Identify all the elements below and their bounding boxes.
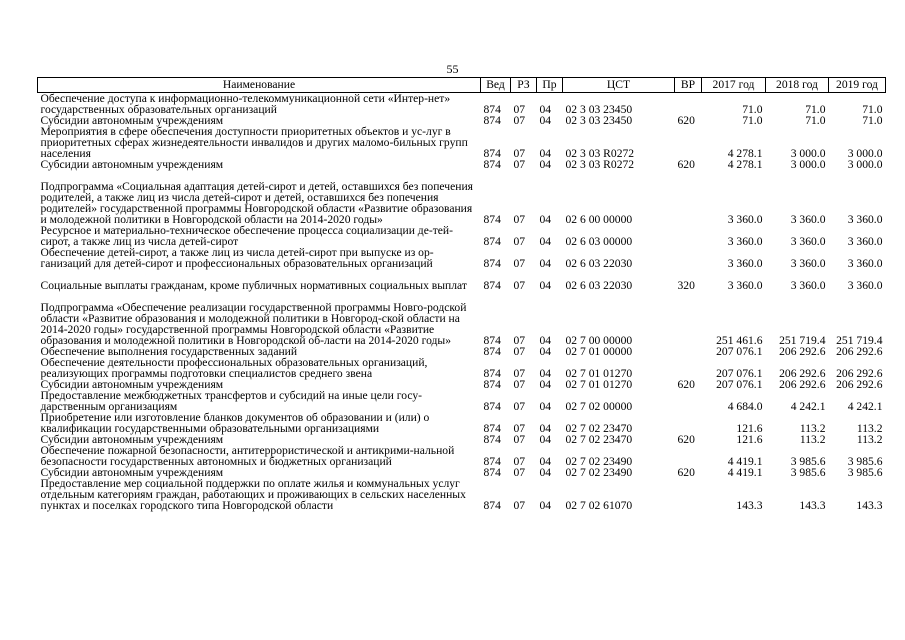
row-pr: 04 xyxy=(539,334,552,347)
row-cst: 02 7 02 00000 xyxy=(565,400,633,413)
row-2018: 3 000.0 xyxy=(790,158,826,171)
row-pr: 04 xyxy=(539,433,552,446)
row-2018: 143.3 xyxy=(799,499,826,512)
table-header-row xyxy=(38,78,886,93)
row-pr: 04 xyxy=(539,103,552,116)
row-name: Субсидии автономным учреждениям xyxy=(40,466,224,479)
row-name: Социальные выплаты гражданам, кроме публичных нормативных социальных выплат xyxy=(40,279,467,292)
row-2018: 251 719.4 xyxy=(779,334,826,347)
row-2018: 3 360.0 xyxy=(790,279,826,292)
budget-table xyxy=(37,77,886,511)
row-2017: 3 360.0 xyxy=(727,235,763,248)
row-2017: 4 278.1 xyxy=(727,147,763,160)
row-cst: 02 3 03 23450 xyxy=(565,114,633,127)
row-cst: 02 7 00 00000 xyxy=(565,334,633,347)
row-ved: 874 xyxy=(483,433,501,446)
row-name: Обеспечение доступа к информационно-телекоммуникационной сети «Интер-нет» государственных образовательных организаций xyxy=(40,92,451,116)
row-pr: 04 xyxy=(539,400,552,413)
row-name: Обеспечение детей-сирот, а также лиц из числа детей-сирот при выпуске из ор-ганизаций для детей-сирот и профессиональных образовательных организаций xyxy=(40,246,434,270)
row-name: Обеспечение выполнения государственных заданий xyxy=(40,345,298,358)
row-ved: 874 xyxy=(483,466,501,479)
row-rz: 07 xyxy=(513,213,526,226)
row-rz: 07 xyxy=(513,367,526,380)
row-cst: 02 7 01 00000 xyxy=(565,345,633,358)
table-row xyxy=(38,93,886,116)
row-vr: 620 xyxy=(677,378,695,391)
row-rz: 07 xyxy=(513,114,526,127)
row-rz: 07 xyxy=(513,433,526,446)
row-name: Субсидии автономным учреждениям xyxy=(40,158,224,171)
row-cst: 02 7 02 23470 xyxy=(565,422,633,435)
row-2019: 3 985.6 xyxy=(847,466,883,479)
row-rz: 07 xyxy=(513,279,526,292)
row-vr: 620 xyxy=(677,114,695,127)
row-vr: 620 xyxy=(677,433,695,446)
row-rz: 07 xyxy=(513,378,526,391)
row-cst: 02 3 03 R0272 xyxy=(565,147,635,160)
row-vr: 620 xyxy=(677,466,695,479)
row-cst: 02 7 02 61070 xyxy=(565,499,633,512)
row-2017: 3 360.0 xyxy=(727,257,763,270)
row-pr: 04 xyxy=(539,466,552,479)
row-ved: 874 xyxy=(483,114,501,127)
row-cst: 02 7 01 01270 xyxy=(565,378,633,391)
row-pr: 04 xyxy=(539,367,552,380)
header-vr: ВР xyxy=(675,78,702,93)
row-2019: 71.0 xyxy=(862,114,883,127)
row-2019: 143.3 xyxy=(856,499,883,512)
row-ved: 874 xyxy=(483,279,501,292)
row-2019: 3 360.0 xyxy=(847,257,883,270)
row-cst: 02 6 03 22030 xyxy=(565,257,633,270)
row-ved: 874 xyxy=(483,422,501,435)
row-pr: 04 xyxy=(539,422,552,435)
row-2018: 206 292.6 xyxy=(779,367,826,380)
row-2019: 3 000.0 xyxy=(847,147,883,160)
row-pr: 04 xyxy=(539,257,552,270)
row-name: Субсидии автономным учреждениям xyxy=(40,433,224,446)
row-2019: 113.2 xyxy=(856,433,883,446)
row-rz: 07 xyxy=(513,147,526,160)
row-ved: 874 xyxy=(483,213,501,226)
row-cst: 02 3 03 23450 xyxy=(565,103,633,116)
row-2019: 4 242.1 xyxy=(847,400,883,413)
row-vr xyxy=(675,390,702,412)
row-ved: 874 xyxy=(483,257,501,270)
header-2019: 2019 год xyxy=(829,78,886,93)
row-2019: 206 292.6 xyxy=(836,345,883,358)
header-pr: Пр xyxy=(537,78,563,93)
row-ved: 874 xyxy=(483,103,501,116)
row-rz: 07 xyxy=(513,466,526,479)
row-pr: 04 xyxy=(539,158,552,171)
row-2019: 71.0 xyxy=(862,103,883,116)
table-row xyxy=(38,247,886,269)
row-vr xyxy=(675,126,702,159)
row-cst: 02 3 03 R0272 xyxy=(565,158,635,171)
row-vr xyxy=(675,445,702,467)
row-cst: 02 7 01 01270 xyxy=(565,367,633,380)
row-name: Приобретение или изготовление бланков документов об образовании и (или) о квалификации государственными образовательными организациями xyxy=(40,411,430,435)
row-name: Подпрограмма «Обеспечение реализации государственной программы Новго-родской области «Развитие образования и молодежной политики в Новгород-ской области на 2014-2020 годы» государственной программы Новгородской области «Развитие образования и молодежной политики в Новгородской об-ласти на 2014-2020 годы» xyxy=(40,301,467,347)
row-pr: 04 xyxy=(539,147,552,160)
row-ved: 874 xyxy=(483,455,501,468)
row-ved: 874 xyxy=(483,147,501,160)
row-vr xyxy=(675,170,702,225)
row-vr: 320 xyxy=(677,279,695,292)
row-pr: 04 xyxy=(539,499,552,512)
table-row xyxy=(38,159,886,170)
row-rz: 07 xyxy=(513,422,526,435)
row-name: Субсидии автономным учреждениям xyxy=(40,114,224,127)
row-2017: 4 419.1 xyxy=(727,466,763,479)
row-vr xyxy=(675,478,702,511)
row-vr xyxy=(675,346,702,357)
table-row xyxy=(38,357,886,379)
row-2018: 113.2 xyxy=(799,422,826,435)
row-name: Обеспечение деятельности профессиональных образовательных организаций, реализующих программы подготовки специалистов среднего звена xyxy=(40,356,428,380)
table-row xyxy=(38,225,886,247)
row-2018: 206 292.6 xyxy=(779,345,826,358)
table-row xyxy=(38,126,886,159)
row-2019: 251 719.4 xyxy=(836,334,883,347)
table-row xyxy=(38,412,886,434)
row-ved: 874 xyxy=(483,499,501,512)
row-rz: 07 xyxy=(513,103,526,116)
row-vr xyxy=(675,357,702,379)
row-2017: 143.3 xyxy=(736,499,763,512)
row-name: Ресурсное и материально-техническое обеспечение процесса социализации де-тей-сирот, а также лиц из числа детей-сирот xyxy=(40,224,453,248)
row-rz: 07 xyxy=(513,499,526,512)
page-number: 55 xyxy=(446,62,459,76)
header-cst: ЦСТ xyxy=(563,78,675,93)
row-2018: 3 985.6 xyxy=(790,466,826,479)
row-2017: 121.6 xyxy=(736,433,763,446)
row-cst: 02 7 02 23490 xyxy=(565,466,633,479)
row-name: Обеспечение пожарной безопасности, антитеррористической и антикрими-нальной безопасности государственных автономных и бюджетных организаций xyxy=(40,444,455,468)
row-2018: 3 985.6 xyxy=(790,455,826,468)
row-vr xyxy=(675,247,702,269)
row-cst: 02 6 03 22030 xyxy=(565,279,633,292)
row-ved: 874 xyxy=(483,367,501,380)
table-row xyxy=(38,390,886,412)
row-rz: 07 xyxy=(513,455,526,468)
row-2019: 3 360.0 xyxy=(847,279,883,292)
table-row xyxy=(38,170,886,225)
row-2017: 71.0 xyxy=(742,114,763,127)
row-rz: 07 xyxy=(513,334,526,347)
row-vr xyxy=(675,225,702,247)
row-cst: 02 7 02 23490 xyxy=(565,455,633,468)
table-row xyxy=(38,445,886,467)
row-name: Подпрограмма «Социальная адаптация детей-сирот и детей, оставшихся без попечения родителей, а также лиц из числа детей-сирот и детей, оставшихся без попечения родителей» государственной программы Новгородской области «Развитие образования и молодежной политики в Новгородской области на 2014-2020 годы» xyxy=(40,180,474,226)
row-pr: 04 xyxy=(539,114,552,127)
row-2017: 207 076.1 xyxy=(716,345,763,358)
row-pr: 04 xyxy=(539,455,552,468)
row-2018: 3 000.0 xyxy=(790,147,826,160)
row-2017: 251 461.6 xyxy=(716,334,763,347)
row-2017: 207 076.1 xyxy=(716,378,763,391)
table-row xyxy=(38,478,886,511)
row-pr: 04 xyxy=(539,378,552,391)
row-ved: 874 xyxy=(483,378,501,391)
table-row xyxy=(38,269,886,291)
row-ved: 874 xyxy=(483,400,501,413)
row-2019: 206 292.6 xyxy=(836,367,883,380)
row-2018: 4 242.1 xyxy=(790,400,826,413)
row-rz: 07 xyxy=(513,400,526,413)
row-rz: 07 xyxy=(513,345,526,358)
row-vr xyxy=(675,93,702,116)
row-2019: 206 292.6 xyxy=(836,378,883,391)
header-2018: 2018 год xyxy=(766,78,829,93)
row-pr: 04 xyxy=(539,279,552,292)
row-name: Предоставление межбюджетных трансфертов и субсидий на иные цели госу-дарственным организациям xyxy=(40,389,422,413)
row-rz: 07 xyxy=(513,235,526,248)
row-vr xyxy=(675,291,702,346)
row-ved: 874 xyxy=(483,334,501,347)
header-ved: Вед xyxy=(481,78,511,93)
row-pr: 04 xyxy=(539,235,552,248)
row-name: Мероприятия в сфере обеспечения доступности приоритетных объектов и ус-луг в приоритетных сферах жизнедеятельности инвалидов и других маломо-бильных групп населения xyxy=(40,125,468,160)
header-name: Наименование xyxy=(38,78,481,93)
row-ved: 874 xyxy=(483,345,501,358)
row-ved: 874 xyxy=(483,158,501,171)
header-rz: РЗ xyxy=(511,78,537,93)
row-ved: 874 xyxy=(483,235,501,248)
row-vr: 620 xyxy=(677,158,695,171)
row-2018: 3 360.0 xyxy=(790,213,826,226)
row-2019: 3 985.6 xyxy=(847,455,883,468)
row-2017: 4 419.1 xyxy=(727,455,763,468)
row-2017: 3 360.0 xyxy=(727,213,763,226)
row-vr xyxy=(675,412,702,434)
row-2019: 113.2 xyxy=(856,422,883,435)
row-2017: 4 278.1 xyxy=(727,158,763,171)
row-2018: 113.2 xyxy=(799,433,826,446)
row-pr: 04 xyxy=(539,345,552,358)
row-2017: 4 684.0 xyxy=(727,400,763,413)
header-2017: 2017 год xyxy=(702,78,766,93)
row-rz: 07 xyxy=(513,158,526,171)
row-2017: 3 360.0 xyxy=(727,279,763,292)
table-row xyxy=(38,291,886,346)
row-2018: 71.0 xyxy=(805,103,826,116)
row-name: Предоставление мер социальной поддержки по оплате жилья и коммунальных услуг отдельным категориям граждан, работающих и проживающих в сельских населенных пунктах и поселках городского типа Новгородской области xyxy=(40,477,466,512)
row-2019: 3 360.0 xyxy=(847,235,883,248)
row-cst: 02 6 03 00000 xyxy=(565,235,633,248)
row-2017: 71.0 xyxy=(742,103,763,116)
row-pr: 04 xyxy=(539,213,552,226)
row-2017: 207 076.1 xyxy=(716,367,763,380)
row-2019: 3 000.0 xyxy=(847,158,883,171)
row-2018: 71.0 xyxy=(805,114,826,127)
row-2017: 121.6 xyxy=(736,422,763,435)
row-rz: 07 xyxy=(513,257,526,270)
row-2019: 3 360.0 xyxy=(847,213,883,226)
row-2018: 206 292.6 xyxy=(779,378,826,391)
row-cst: 02 6 00 00000 xyxy=(565,213,633,226)
row-cst: 02 7 02 23470 xyxy=(565,433,633,446)
row-2018: 3 360.0 xyxy=(790,257,826,270)
row-name: Субсидии автономным учреждениям xyxy=(40,378,224,391)
row-2018: 3 360.0 xyxy=(790,235,826,248)
